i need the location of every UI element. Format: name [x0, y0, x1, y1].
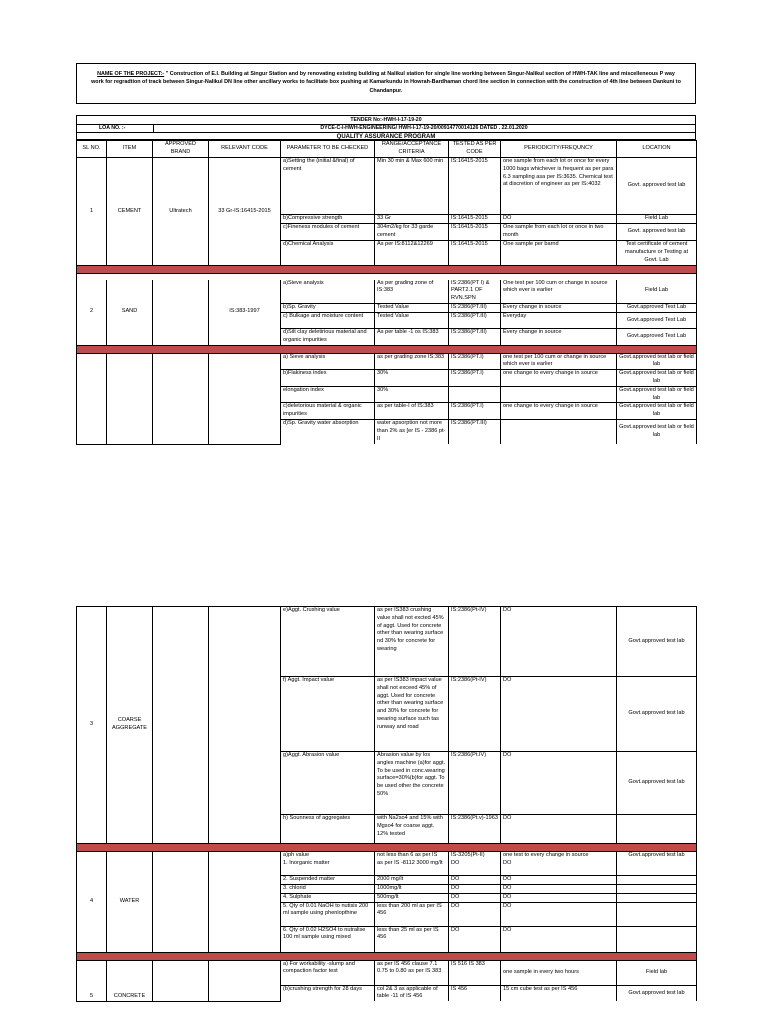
location: Govt.approved test lab: [617, 607, 697, 677]
periodicity: DO: [501, 607, 617, 677]
relevant-code: IS:383-1997: [209, 280, 281, 346]
parameter: 1. Inorganic matter: [281, 860, 375, 876]
project-title-block: [76, 63, 696, 104]
periodicity: DO: [501, 815, 617, 844]
location: Govt.approved test lab: [617, 852, 697, 860]
location: [617, 893, 697, 902]
location: [617, 876, 697, 885]
periodicity: one sample in every two hours: [501, 960, 617, 985]
tested-code: IS:16415-2015: [449, 224, 501, 241]
loa-label: LOA NO. :-: [99, 125, 126, 131]
parameter: 4. Sulphate: [281, 893, 375, 902]
parameter: a)ph value: [281, 852, 375, 860]
location: [617, 902, 697, 926]
location: Govt.approved test lab: [617, 752, 697, 815]
parameter: g)Aggt. Abrasion value: [281, 752, 375, 815]
parameter: a) For workability -slump and compaction factor test: [281, 960, 375, 985]
periodicity: DO: [501, 752, 617, 815]
parameter: e)Aggt. Crushing value: [281, 607, 375, 677]
periodicity: DO: [501, 677, 617, 752]
col-periodicity: PERIODICITY/FREQUNCY: [501, 141, 617, 158]
parameter: a)Setting the (initial &final) of cement: [281, 158, 375, 215]
range: Abrasion value by los angles machine (a)for aggt. To be used in conc.wearing surface=30%(b)for aggt. To be used other the concrete 50%: [375, 752, 449, 815]
project-text: " Construction of E.I. Building at Singur Station and by renovating existing building at Nalikul station for single line working between Singur-Nalikul section of HWH-TAK line and miscelleneous P way work for regradtion of track between Singur-Nalikul DN line other ancillary works to facilitate box pushing at Kamarkundu in Howrah-Bardhaman chord line section in connection with the construction of 4th line between Dankuni to Chandanpur.: [91, 71, 681, 94]
parameter: 3. chlorid: [281, 885, 375, 894]
col-range: RANGE/ACCEPTANCE CRITERIA: [375, 141, 449, 158]
range: less than 200 ml as per IS 456: [375, 902, 449, 926]
tested-code: IS:16415-2015: [449, 215, 501, 224]
range: as per grading zone IS:383: [375, 353, 449, 370]
tested-code: IS:2386(PT.III): [449, 304, 501, 313]
tested-code: IS:2386(PT.I): [449, 403, 501, 420]
tested-code: IS:2386(PT.III): [449, 313, 501, 329]
tested-code: IS:2386(Pt.v)-1963: [449, 815, 501, 844]
location: [617, 885, 697, 894]
range: 30%: [375, 370, 449, 387]
tested-code: DO: [449, 926, 501, 952]
tested-code: DO: [449, 860, 501, 876]
qap-table-part-2: [76, 606, 697, 1002]
col-parameter: PARAMETER TO BE CHECKED: [281, 141, 375, 158]
parameter: c)Fineness modules of cement: [281, 224, 375, 241]
parameter: c) Bulkage and moisture content: [281, 313, 375, 329]
location: Govt.approved test lab or field lab: [617, 386, 697, 403]
tested-code: IS 516 IS 383: [449, 960, 501, 985]
range: 30%: [375, 386, 449, 403]
location: Govt.approved test lab or field lab: [617, 403, 697, 420]
periodicity: One sample from each lot or once in two month: [501, 224, 617, 241]
parameter: b)Compressive strength: [281, 215, 375, 224]
range: Tested Value: [375, 313, 449, 329]
location: Govt. approved test lab: [617, 224, 697, 241]
range: water apsorption not more than 2% as [er IS - 2386 pt-II: [375, 419, 449, 444]
tested-code: IS:2386(PT.III): [449, 329, 501, 346]
range: Min 30 min & Max 600 min: [375, 158, 449, 215]
parameter: d)Silt clay deletirious material and organic impurities: [281, 329, 375, 346]
periodicity: Every change in source: [501, 304, 617, 313]
periodicity: one change to every change in source: [501, 370, 617, 387]
sl-no: 1: [77, 158, 107, 266]
tested-code: IS:16415-2015: [449, 241, 501, 266]
project-label: NAME OF THE PROJECT:-: [97, 71, 165, 77]
location: Govt.approved Test Lab: [617, 329, 697, 346]
range: col 2& 3 as applicable of table -11 of IS 456: [375, 985, 449, 1001]
tested-code: IS:2386(Pt-IV): [449, 607, 501, 677]
parameter: 2. Suspended matter: [281, 876, 375, 885]
item-name: CEMENT: [107, 158, 153, 266]
location: Field lab: [617, 960, 697, 985]
parameter: a)Sieve analysis: [281, 280, 375, 304]
location: [617, 926, 697, 952]
range: As per grading zone of IS:383: [375, 280, 449, 304]
parameter: (b)crushing strength for 28 days: [281, 985, 375, 1001]
periodicity: DO: [501, 893, 617, 902]
periodicity: [501, 386, 617, 403]
table-row: [77, 353, 697, 370]
periodicity: DO: [501, 902, 617, 926]
parameter: h) Sounness of aggregates: [281, 815, 375, 844]
periodicity: DO: [501, 215, 617, 224]
col-location: LOCATION: [617, 141, 697, 158]
parameter: 6. Qty of 0.02 H2SO4 to nutralise 100 ml sample using mixed: [281, 926, 375, 952]
range: 500mg/lt: [375, 893, 449, 902]
col-sl-no: SL NO.: [77, 141, 107, 158]
tested-code: DO: [449, 902, 501, 926]
location: Test certificate of cement manufacture or Testing at Govt. Lab: [617, 241, 697, 266]
qap-title: QUALITY ASSURANCE PROGRAM: [76, 132, 696, 140]
col-approved-brand: APPROVED BRAND: [153, 141, 209, 158]
periodicity: One test per 100 cum or change in source which ever is earlier: [501, 280, 617, 304]
parameter: b)Sp. Gravity: [281, 304, 375, 313]
tested-code: DO: [449, 893, 501, 902]
range: as per IS -8112 3000 mg/lt: [375, 860, 449, 876]
col-item: ITEM: [107, 141, 153, 158]
periodicity: Every change in source: [501, 329, 617, 346]
parameter: d)Chemical Analysis: [281, 241, 375, 266]
item-name: SAND: [107, 280, 153, 346]
periodicity: DO: [501, 876, 617, 885]
parameter: f) Aggt. Impact value: [281, 677, 375, 752]
table-row: [77, 607, 697, 677]
tested-code: IS:2386(Pt.IV): [449, 752, 501, 815]
periodicity: one change to every change in source: [501, 403, 617, 420]
sl-no: 5: [77, 960, 107, 1001]
col-relevant-code: RELEVANT CODE: [209, 141, 281, 158]
sl-no: 4: [77, 852, 107, 953]
range: not less than 6 as per IS: [375, 852, 449, 860]
item-name: WATER: [107, 852, 153, 953]
parameter: d)Sp. Gravity water absorption: [281, 419, 375, 444]
relevant-code: 33 Gr-IS:16415-2015: [209, 158, 281, 266]
item-name: CONCRETE: [107, 960, 153, 1001]
qap-table-part-1: [76, 140, 697, 445]
range: 304m2/kg for 33 garde cement: [375, 224, 449, 241]
table-row: [77, 280, 697, 304]
table-header-row: [77, 141, 697, 158]
parameter: c)deletorious material & organic impurities: [281, 403, 375, 420]
range: As per table -1 os IS:383: [375, 329, 449, 346]
range: 1000mg/lt: [375, 885, 449, 894]
location: Govt.approved test lab or field lab: [617, 370, 697, 387]
location: Govt.approved test lab or field lab: [617, 419, 697, 444]
location: Field Lab: [617, 280, 697, 304]
parameter: a) Sieve analysis: [281, 353, 375, 370]
tested-code: IS:2386(PT I) & PART2.1 OF RVN.SPN: [449, 280, 501, 304]
periodicity: one test per 100 cum or change in source which ever is earlier: [501, 353, 617, 370]
table-row: [77, 960, 697, 985]
periodicity: DO: [501, 926, 617, 952]
range: 33 Gr: [375, 215, 449, 224]
range: less than 25 ml as per IS 456: [375, 926, 449, 952]
periodicity: One sample per barnd: [501, 241, 617, 266]
tested-code: [449, 386, 501, 403]
tested-code: IS 456: [449, 985, 501, 1001]
sl-no: 2: [77, 280, 107, 346]
tender-number: TENDER No:-HWH-I-17-19-20: [76, 115, 696, 124]
location: Govt. approved test lab: [617, 158, 697, 215]
section-divider: [77, 266, 697, 274]
periodicity: Everyday: [501, 313, 617, 329]
periodicity: DO: [501, 885, 617, 894]
tested-code: IS:2386(PT.III): [449, 419, 501, 444]
range: As per IS:8112&12269: [375, 241, 449, 266]
parameter: elongation index: [281, 386, 375, 403]
periodicity: one sample from each lot or once for every 1000 bags whichever is frequent as per para 6.3 sampling asa per IS:3635. Chemical test at discretion of engineer as per IS:4032: [501, 158, 617, 215]
loa-row: [76, 124, 696, 132]
parameter: 5. Qty of 0.01 NaOH to nutisis 200 ml sample using phenlopthine: [281, 902, 375, 926]
tested-code: IS-3205(Pt-II): [449, 852, 501, 860]
tested-code: DO: [449, 876, 501, 885]
range: as per IS 456 clause 7.1 0.75 to 0.80 as per IS 383: [375, 960, 449, 985]
range: 2000 mg/lt: [375, 876, 449, 885]
sl-no: 3: [77, 607, 107, 844]
range: with Na2so4 and 15% with Mgso4 for coarse aggt. 12% tested: [375, 815, 449, 844]
parameter: b)Flakiness index: [281, 370, 375, 387]
location: [617, 815, 697, 844]
loa-value: DYCE-C-I-HWH-ENGINEERING/ HWH-I-17-19-20/00914770014126 DATED . 22.01.2020: [320, 125, 528, 131]
location: Govt.approved test lab: [617, 677, 697, 752]
location: Govt.approved Test Lab: [617, 313, 697, 329]
range: as per IS383 impact value shall not exceed 45% of aggt. Used for concrete other than wearing surface and 30% for concrete for wearing surface such tas runway and road: [375, 677, 449, 752]
location: Govt.approved test lab or field lab: [617, 353, 697, 370]
item-name: COARSE AGGREGATE: [107, 607, 153, 844]
table-row: [77, 852, 697, 860]
section-divider: [77, 844, 697, 852]
tested-code: IS:2386(PT.I): [449, 370, 501, 387]
tested-code: IS:2386(PT.I): [449, 353, 501, 370]
range: Tested Value: [375, 304, 449, 313]
location: [617, 860, 697, 876]
range: as per IS383 crushing value shall not excted 45% of aggt. Used for concrete other than wearing surface nd 30% for concrete for wearing: [375, 607, 449, 677]
table-row: [77, 158, 697, 215]
periodicity: one test to every change in source: [501, 852, 617, 860]
section-divider: [77, 952, 697, 960]
location: Govt.approved test lab: [617, 985, 697, 1001]
tested-code: DO: [449, 885, 501, 894]
location: Field Lab: [617, 215, 697, 224]
range: as per table-I of IS:383: [375, 403, 449, 420]
periodicity: [501, 419, 617, 444]
section-divider: [77, 345, 697, 353]
periodicity: 15 cm cube test as per IS 456: [501, 985, 617, 1001]
periodicity: DO: [501, 860, 617, 876]
tested-code: IS:16415-2015: [449, 158, 501, 215]
location: Govt.approved Test Lab: [617, 304, 697, 313]
col-tested-code: TESTED AS PER CODE: [449, 141, 501, 158]
tested-code: IS:2386(Pt-IV): [449, 677, 501, 752]
approved-brand: Ultratech: [153, 158, 209, 266]
